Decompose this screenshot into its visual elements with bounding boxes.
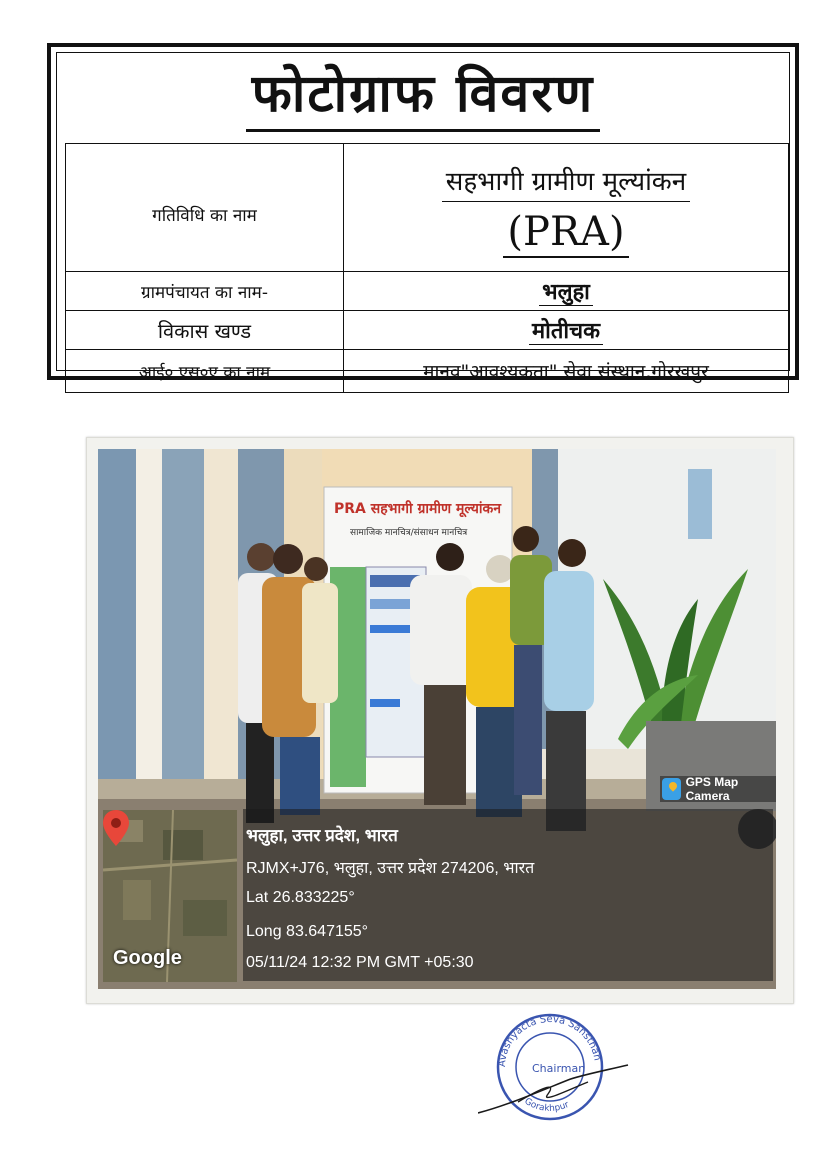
title-text: फोटोग्राफ विवरण <box>246 59 600 132</box>
block-name: मोतीचक <box>529 319 603 345</box>
gram-panchayat-name: भलुहा <box>539 280 593 306</box>
gps-map-camera-icon <box>662 778 681 800</box>
geo-longitude: Long 83.647155° <box>246 923 369 940</box>
table-row-activity <box>66 144 789 272</box>
table-row-gram-panchayat <box>66 272 789 311</box>
svg-text:PRA सहभागी ग्रामीण मूल्यांकन: PRA सहभागी ग्रामीण मूल्यांकन <box>334 501 502 517</box>
geo-timestamp: 05/11/24 12:32 PM GMT +05:30 <box>246 954 474 971</box>
svg-text:Gorakhpur <box>522 1097 570 1114</box>
seal-bottom-text: Gorakhpur <box>522 1096 571 1114</box>
google-logo: Google <box>113 947 182 969</box>
label-isa: आई० एस०ए का नाम <box>66 350 344 393</box>
label-activity: गतिविधि का नाम <box>66 144 344 272</box>
map-thumbnail <box>103 810 237 982</box>
photo-details-box <box>47 43 799 383</box>
photo-details-inner-border <box>56 52 790 383</box>
table-row-isa <box>66 350 789 393</box>
activity-abbrev: (PRA) <box>503 208 628 258</box>
seal-ring-text: Avashyacta Seva Sansthan <box>496 1013 603 1068</box>
value-block <box>344 311 789 350</box>
svg-text:Avashyacta Seva Sansthan <box>497 1014 603 1067</box>
geo-location: भलुहा, उत्तर प्रदेश, भारत <box>246 826 398 845</box>
activity-name: सहभागी ग्रामीण मूल्यांकन <box>442 163 690 202</box>
table-row-block <box>66 311 789 350</box>
geo-latitude: Lat 26.833225° <box>246 889 355 906</box>
seal-center-text: Chairman <box>532 1062 586 1075</box>
organisation-seal <box>478 1010 648 1130</box>
value-isa: मानव"आवश्यकता" सेवा संस्थान,गोरखपुर <box>344 350 789 393</box>
gps-badge-label: GPS Map Camera <box>685 775 739 803</box>
map-pin-icon <box>103 810 129 846</box>
event-photo <box>98 449 776 989</box>
details-table <box>65 143 789 393</box>
label-block: विकास खण्ड <box>66 311 344 350</box>
value-activity <box>344 144 789 272</box>
document-title <box>57 59 789 139</box>
gps-camera-badge <box>660 776 776 802</box>
label-gram-panchayat: ग्रामपंचायत का नाम- <box>66 272 344 311</box>
svg-text:सामाजिक मानचित्र/संसाधन मानचित: सामाजिक मानचित्र/संसाधन मानचित्र <box>350 528 468 538</box>
value-gram-panchayat <box>344 272 789 311</box>
geo-address: RJMX+J76, भलुहा, उत्तर प्रदेश 274206, भारत <box>246 860 535 877</box>
